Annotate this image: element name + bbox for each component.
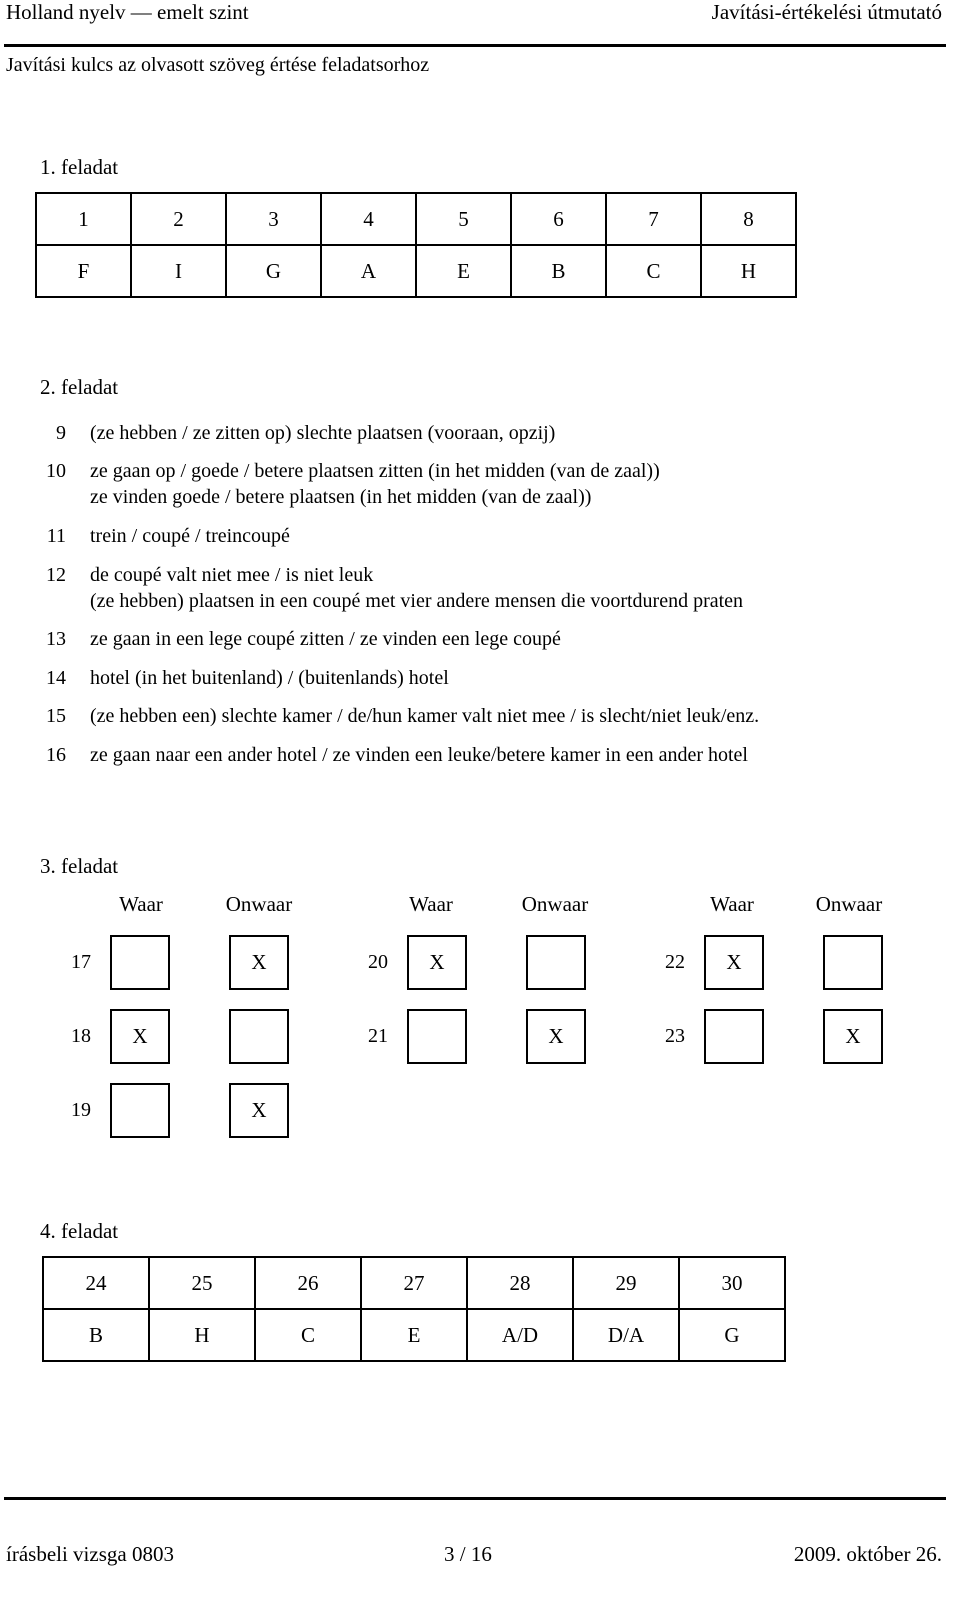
- table-cell: A: [321, 245, 416, 297]
- waar-checkbox: X: [704, 935, 764, 990]
- onwaar-checkbox: X: [229, 1083, 289, 1138]
- question-number: 22: [665, 951, 685, 973]
- waar-checkbox: [110, 935, 170, 990]
- column-header-onwaar: Onwaar: [815, 892, 883, 916]
- page-subtitle: Javítási kulcs az olvasott szöveg értése feladatsorhoz: [6, 54, 430, 76]
- question-number: 19: [71, 1099, 91, 1121]
- item-number: 16: [46, 744, 66, 766]
- task4-title: 4. feladat: [40, 1219, 119, 1243]
- column-header-onwaar: Onwaar: [225, 892, 293, 916]
- onwaar-checkbox: [823, 935, 883, 990]
- table-cell: A/D: [467, 1309, 573, 1361]
- table-cell: 30: [679, 1257, 785, 1309]
- table-cell: 3: [226, 193, 321, 245]
- table-cell: 6: [511, 193, 606, 245]
- column-header-waar: Waar: [119, 892, 163, 916]
- table-cell: C: [606, 245, 701, 297]
- onwaar-checkbox: X: [526, 1009, 586, 1064]
- question-number: 23: [665, 1025, 685, 1047]
- table-cell: 1: [36, 193, 131, 245]
- table-cell: B: [43, 1309, 149, 1361]
- task1-answer-table: [35, 192, 797, 298]
- footer-divider: [4, 1497, 946, 1500]
- task4-answer-table: [42, 1256, 786, 1362]
- task4-number-row: [43, 1257, 785, 1309]
- table-cell: 8: [701, 193, 796, 245]
- table-cell: G: [226, 245, 321, 297]
- question-number: 20: [368, 951, 388, 973]
- task1-title: 1. feladat: [40, 155, 119, 179]
- table-cell: C: [255, 1309, 361, 1361]
- table-cell: 28: [467, 1257, 573, 1309]
- task1-number-row: [36, 193, 796, 245]
- table-cell: D/A: [573, 1309, 679, 1361]
- onwaar-checkbox: X: [229, 935, 289, 990]
- table-cell: 2: [131, 193, 226, 245]
- task4-answer-row: [43, 1309, 785, 1361]
- table-cell: F: [36, 245, 131, 297]
- question-number: 17: [71, 951, 91, 973]
- waar-checkbox: [407, 1009, 467, 1064]
- column-header-waar: Waar: [710, 892, 754, 916]
- item-answer: (ze hebben / ze zitten op) slechte plaatsen (vooraan, opzij): [90, 422, 556, 444]
- task3-title: 3. feladat: [40, 854, 119, 878]
- item-answer: hotel (in het buitenland) / (buitenlands) hotel: [90, 667, 449, 689]
- item-number: 10: [46, 460, 66, 482]
- table-cell: 7: [606, 193, 701, 245]
- table-cell: 26: [255, 1257, 361, 1309]
- table-cell: 29: [573, 1257, 679, 1309]
- item-number: 12: [46, 564, 66, 586]
- header-guide-title: Javítási-értékelési útmutató: [711, 0, 942, 24]
- table-cell: H: [149, 1309, 255, 1361]
- item-answer: (ze hebben een) slechte kamer / de/hun kamer valt niet mee / is slecht/niet leuk/enz.: [90, 705, 760, 727]
- column-header-waar: Waar: [409, 892, 453, 916]
- item-answer: trein / coupé / treincoupé: [90, 525, 290, 547]
- onwaar-checkbox: [526, 935, 586, 990]
- question-number: 21: [368, 1025, 388, 1047]
- item-number: 9: [56, 422, 66, 444]
- task2-title: 2. feladat: [40, 375, 119, 399]
- task1-answer-row: [36, 245, 796, 297]
- item-answer: (ze hebben) plaatsen in een coupé met vier andere mensen die voortdurend praten: [90, 590, 744, 612]
- table-cell: E: [416, 245, 511, 297]
- item-answer: ze vinden goede / betere plaatsen (in het midden (van de zaal)): [90, 486, 592, 508]
- footer-date: 2009. október 26.: [793, 1542, 942, 1566]
- waar-checkbox: X: [407, 935, 467, 990]
- table-cell: 5: [416, 193, 511, 245]
- item-answer: ze gaan op / goede / betere plaatsen zitten (in het midden (van de zaal)): [90, 460, 660, 482]
- header-divider: [4, 44, 946, 47]
- item-answer: ze gaan in een lege coupé zitten / ze vinden een lege coupé: [90, 628, 561, 650]
- item-answer: de coupé valt niet mee / is niet leuk: [90, 564, 374, 586]
- table-cell: 27: [361, 1257, 467, 1309]
- table-cell: I: [131, 245, 226, 297]
- waar-checkbox: [704, 1009, 764, 1064]
- page-number: 3 / 16: [444, 1542, 492, 1566]
- table-cell: 24: [43, 1257, 149, 1309]
- column-header-onwaar: Onwaar: [521, 892, 589, 916]
- waar-checkbox: X: [110, 1009, 170, 1064]
- item-number: 13: [46, 628, 66, 650]
- table-cell: 25: [149, 1257, 255, 1309]
- footer-exam-code: írásbeli vizsga 0803: [6, 1542, 174, 1566]
- table-cell: E: [361, 1309, 467, 1361]
- item-number: 15: [46, 705, 66, 727]
- table-cell: H: [701, 245, 796, 297]
- onwaar-checkbox: [229, 1009, 289, 1064]
- question-number: 18: [71, 1025, 91, 1047]
- table-cell: G: [679, 1309, 785, 1361]
- item-number: 11: [46, 525, 66, 547]
- item-answer: ze gaan naar een ander hotel / ze vinden een leuke/betere kamer in een ander hotel: [90, 744, 748, 766]
- item-number: 14: [46, 667, 66, 689]
- header-subject: Holland nyelv — emelt szint: [6, 0, 249, 24]
- table-cell: B: [511, 245, 606, 297]
- waar-checkbox: [110, 1083, 170, 1138]
- onwaar-checkbox: X: [823, 1009, 883, 1064]
- table-cell: 4: [321, 193, 416, 245]
